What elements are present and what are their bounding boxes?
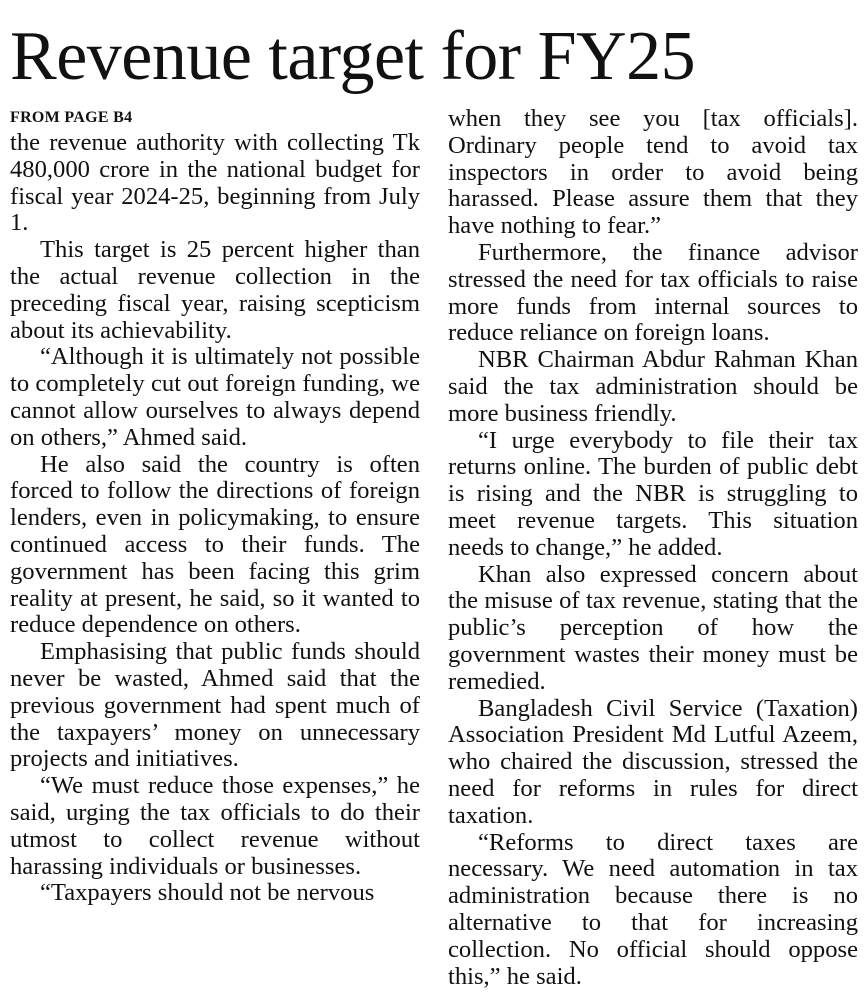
paragraph: NBR Chairman Abdur Rahman Khan said the tax administration should be more business friendly. <box>448 346 858 427</box>
paragraph: He also said the country is often forced to follow the directions of foreign lenders, even in policymaking, to ensure continued access to their funds. The government has been facing this grim reality at present, he said, so it wanted to reduce dependence on others. <box>10 450 420 639</box>
paragraph: the revenue authority with collecting Tk 480,000 crore in the national budget for fiscal year 2024-25, beginning from July 1. <box>10 129 420 237</box>
jump-label: FROM PAGE B4 <box>10 109 133 126</box>
headline: Revenue target for FY25 <box>10 18 696 95</box>
paragraph: “I urge everybody to file their tax returns online. The burden of public debt is rising and the NBR is struggling to meet revenue targets. This situation needs to change,” he added. <box>448 426 858 561</box>
paragraph: “We must reduce those expenses,” he said, urging the tax officials to do their utmost to collect revenue without harassing individuals or businesses. <box>10 772 420 880</box>
article-column-left <box>10 106 420 907</box>
paragraph: This target is 25 percent higher than the actual revenue collection in the preceding fiscal year, raising scepticism about its achievability. <box>10 236 420 344</box>
paragraph: Furthermore, the finance advisor stressed the need for tax officials to raise more funds from internal sources to reduce reliance on foreign loans. <box>448 238 858 347</box>
paragraph: “Taxpayers should not be nervous <box>40 879 375 907</box>
article-column-right <box>448 106 858 990</box>
paragraph: Khan also expressed concern about the misuse of tax revenue, stating that the public’s perception of how the government wastes their money must be remedied. <box>448 560 858 695</box>
paragraph: Emphasising that public funds should never be wasted, Ahmed said that the previous government had spent much of the taxpayers’ money on unnecessary projects and initiatives. <box>10 638 420 773</box>
paragraph: “Reforms to direct taxes are necessary. We need automation in tax administration because there is no alternative to that for increasing collection. No official should oppose this,” he said. <box>448 828 858 990</box>
paragraph: “Although it is ultimately not possible to completely cut out foreign funding, we cannot allow ourselves to always depend on others,” Ahmed said. <box>10 343 420 451</box>
paragraph: Bangladesh Civil Service (Taxation) Association President Md Lutful Azeem, who chaired the discussion, stressed the need for reforms in rules for direct taxation. <box>448 694 858 829</box>
paragraph: when they see you [tax officials]. Ordinary people tend to avoid tax inspectors in order to avoid being harassed. Please assure them that they have nothing to fear.” <box>448 105 858 240</box>
